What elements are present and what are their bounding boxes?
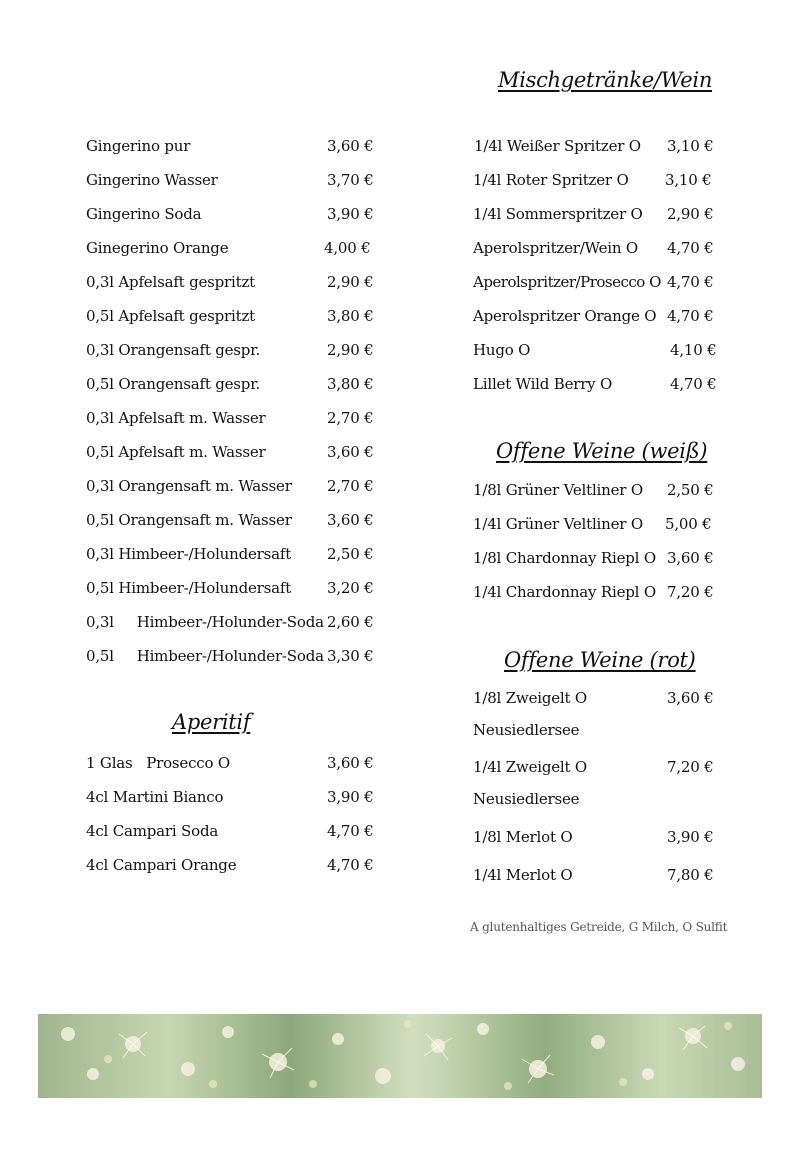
menu-item-price: 3,20 € — [327, 579, 374, 597]
menu-item-name: 4cl Martini Bianco — [86, 788, 224, 806]
menu-item-price: 3,60 € — [327, 443, 374, 461]
menu-item-name: 0,5l Orangensaft m. Wasser — [86, 511, 292, 529]
menu-item-name: 0,5l Himbeer-/Holunder-Soda — [86, 647, 324, 665]
menu-item-name: 1/8l Chardonnay Riepl O — [473, 549, 656, 567]
menu-item-price: 3,60 € — [667, 549, 714, 567]
menu-item-subtitle: Neusiedlersee — [473, 721, 580, 739]
menu-item-price: 3,60 € — [667, 689, 714, 707]
menu-item-name: 1/4l Merlot O — [473, 866, 573, 884]
menu-item-price: 3,90 € — [327, 205, 374, 223]
menu-item-price: 3,10 € — [667, 137, 714, 155]
menu-item-name: Aperolspritzer/Wein O — [473, 239, 639, 257]
menu-item-price: 3,30 € — [327, 647, 374, 665]
menu-item-name: 0,3l Himbeer-/Holundersaft — [86, 545, 292, 563]
menu-item-name: 0,3l Himbeer-/Holunder-Soda — [86, 613, 324, 631]
menu-item-name: 1/4l Sommerspritzer O — [473, 205, 643, 223]
menu-item-name: Gingerino pur — [86, 137, 191, 155]
menu-item-price: 3,60 € — [327, 137, 374, 155]
menu-item-price: 4,70 € — [667, 273, 714, 291]
heading-weine-rot: Offene Weine (rot) — [504, 648, 696, 672]
flower-illustration — [38, 1014, 762, 1098]
menu-item-name: Lillet Wild Berry O — [473, 375, 613, 393]
menu-item-price: 3,80 € — [327, 375, 374, 393]
menu-item-price: 4,70 € — [670, 375, 717, 393]
menu-item-name: 0,3l Apfelsaft gespritzt — [86, 273, 255, 291]
menu-item-price: 3,80 € — [327, 307, 374, 325]
menu-item-price: 4,70 € — [327, 822, 374, 840]
menu-item-name: 0,5l Himbeer-/Holundersaft — [86, 579, 292, 597]
menu-item-name: 1/4l Chardonnay Riepl O — [473, 583, 656, 601]
menu-item-price: 2,90 € — [327, 273, 374, 291]
menu-item-price: 5,00 € — [665, 515, 712, 533]
menu-item-name: 1/8l Merlot O — [473, 828, 573, 846]
menu-item-price: 3,90 € — [327, 788, 374, 806]
menu-item-price: 2,50 € — [327, 545, 374, 563]
menu-item-name: Gingerino Wasser — [86, 171, 218, 189]
menu-item-price: 2,90 € — [327, 341, 374, 359]
menu-item-price: 3,60 € — [327, 754, 374, 772]
menu-item-name: 1/4l Weißer Spritzer O — [474, 137, 641, 155]
menu-item-price: 4,00 € — [324, 239, 371, 257]
menu-item-name: 0,3l Apfelsaft m. Wasser — [86, 409, 266, 427]
menu-item-price: 2,60 € — [327, 613, 374, 631]
menu-item-price: 7,20 € — [667, 758, 714, 776]
menu-item-price: 7,80 € — [667, 866, 714, 884]
menu-item-name: 4cl Campari Orange — [86, 856, 237, 874]
linden-blossom-photo — [38, 1014, 762, 1098]
menu-item-name: 1/8l Grüner Veltliner O — [473, 481, 643, 499]
heading-aperitif: Aperitif — [172, 710, 251, 734]
menu-item-name: 1/4l Roter Spritzer O — [473, 171, 629, 189]
menu-item-price: 4,70 € — [667, 307, 714, 325]
menu-item-price: 4,10 € — [670, 341, 717, 359]
menu-item-name: 0,3l Orangensaft gespr. — [86, 341, 261, 359]
menu-item-price: 4,70 € — [327, 856, 374, 874]
menu-item-name: 0,5l Orangensaft gespr. — [86, 375, 261, 393]
menu-item-price: 2,70 € — [327, 409, 374, 427]
menu-item-name: Hugo O — [473, 341, 531, 359]
menu-item-name: 0,5l Apfelsaft gespritzt — [86, 307, 255, 325]
menu-item-name: 0,5l Apfelsaft m. Wasser — [86, 443, 266, 461]
menu-item-price: 2,50 € — [667, 481, 714, 499]
menu-item-name: 1/4l Grüner Veltliner O — [473, 515, 643, 533]
menu-item-name: 1 Glas Prosecco O — [86, 754, 231, 772]
menu-item-name: Ginegerino Orange — [86, 239, 229, 257]
menu-item-price: 7,20 € — [667, 583, 714, 601]
menu-item-name: 4cl Campari Soda — [86, 822, 219, 840]
menu-item-subtitle: Neusiedlersee — [473, 790, 580, 808]
menu-item-name: Gingerino Soda — [86, 205, 202, 223]
menu-item-price: 3,60 € — [327, 511, 374, 529]
heading-weine-weiss: Offene Weine (weiß) — [496, 439, 708, 463]
heading-mischgetraenke: Mischgetränke/Wein — [498, 68, 713, 92]
menu-item-name: Aperolspritzer Orange O — [473, 307, 657, 325]
menu-item-price: 3,90 € — [667, 828, 714, 846]
menu-item-price: 3,10 € — [665, 171, 712, 189]
menu-item-name: 1/4l Zweigelt O — [473, 758, 588, 776]
menu-item-price: 4,70 € — [667, 239, 714, 257]
menu-item-name: 1/8l Zweigelt O — [473, 689, 588, 707]
menu-item-name: 0,3l Orangensaft m. Wasser — [86, 477, 292, 495]
menu-item-price: 2,90 € — [667, 205, 714, 223]
allergen-note: A glutenhaltiges Getreide, G Milch, O Sulfit — [470, 920, 728, 934]
menu-item-price: 2,70 € — [327, 477, 374, 495]
menu-item-price: 3,70 € — [327, 171, 374, 189]
menu-item-name: Aperolspritzer/Prosecco O — [473, 273, 661, 291]
